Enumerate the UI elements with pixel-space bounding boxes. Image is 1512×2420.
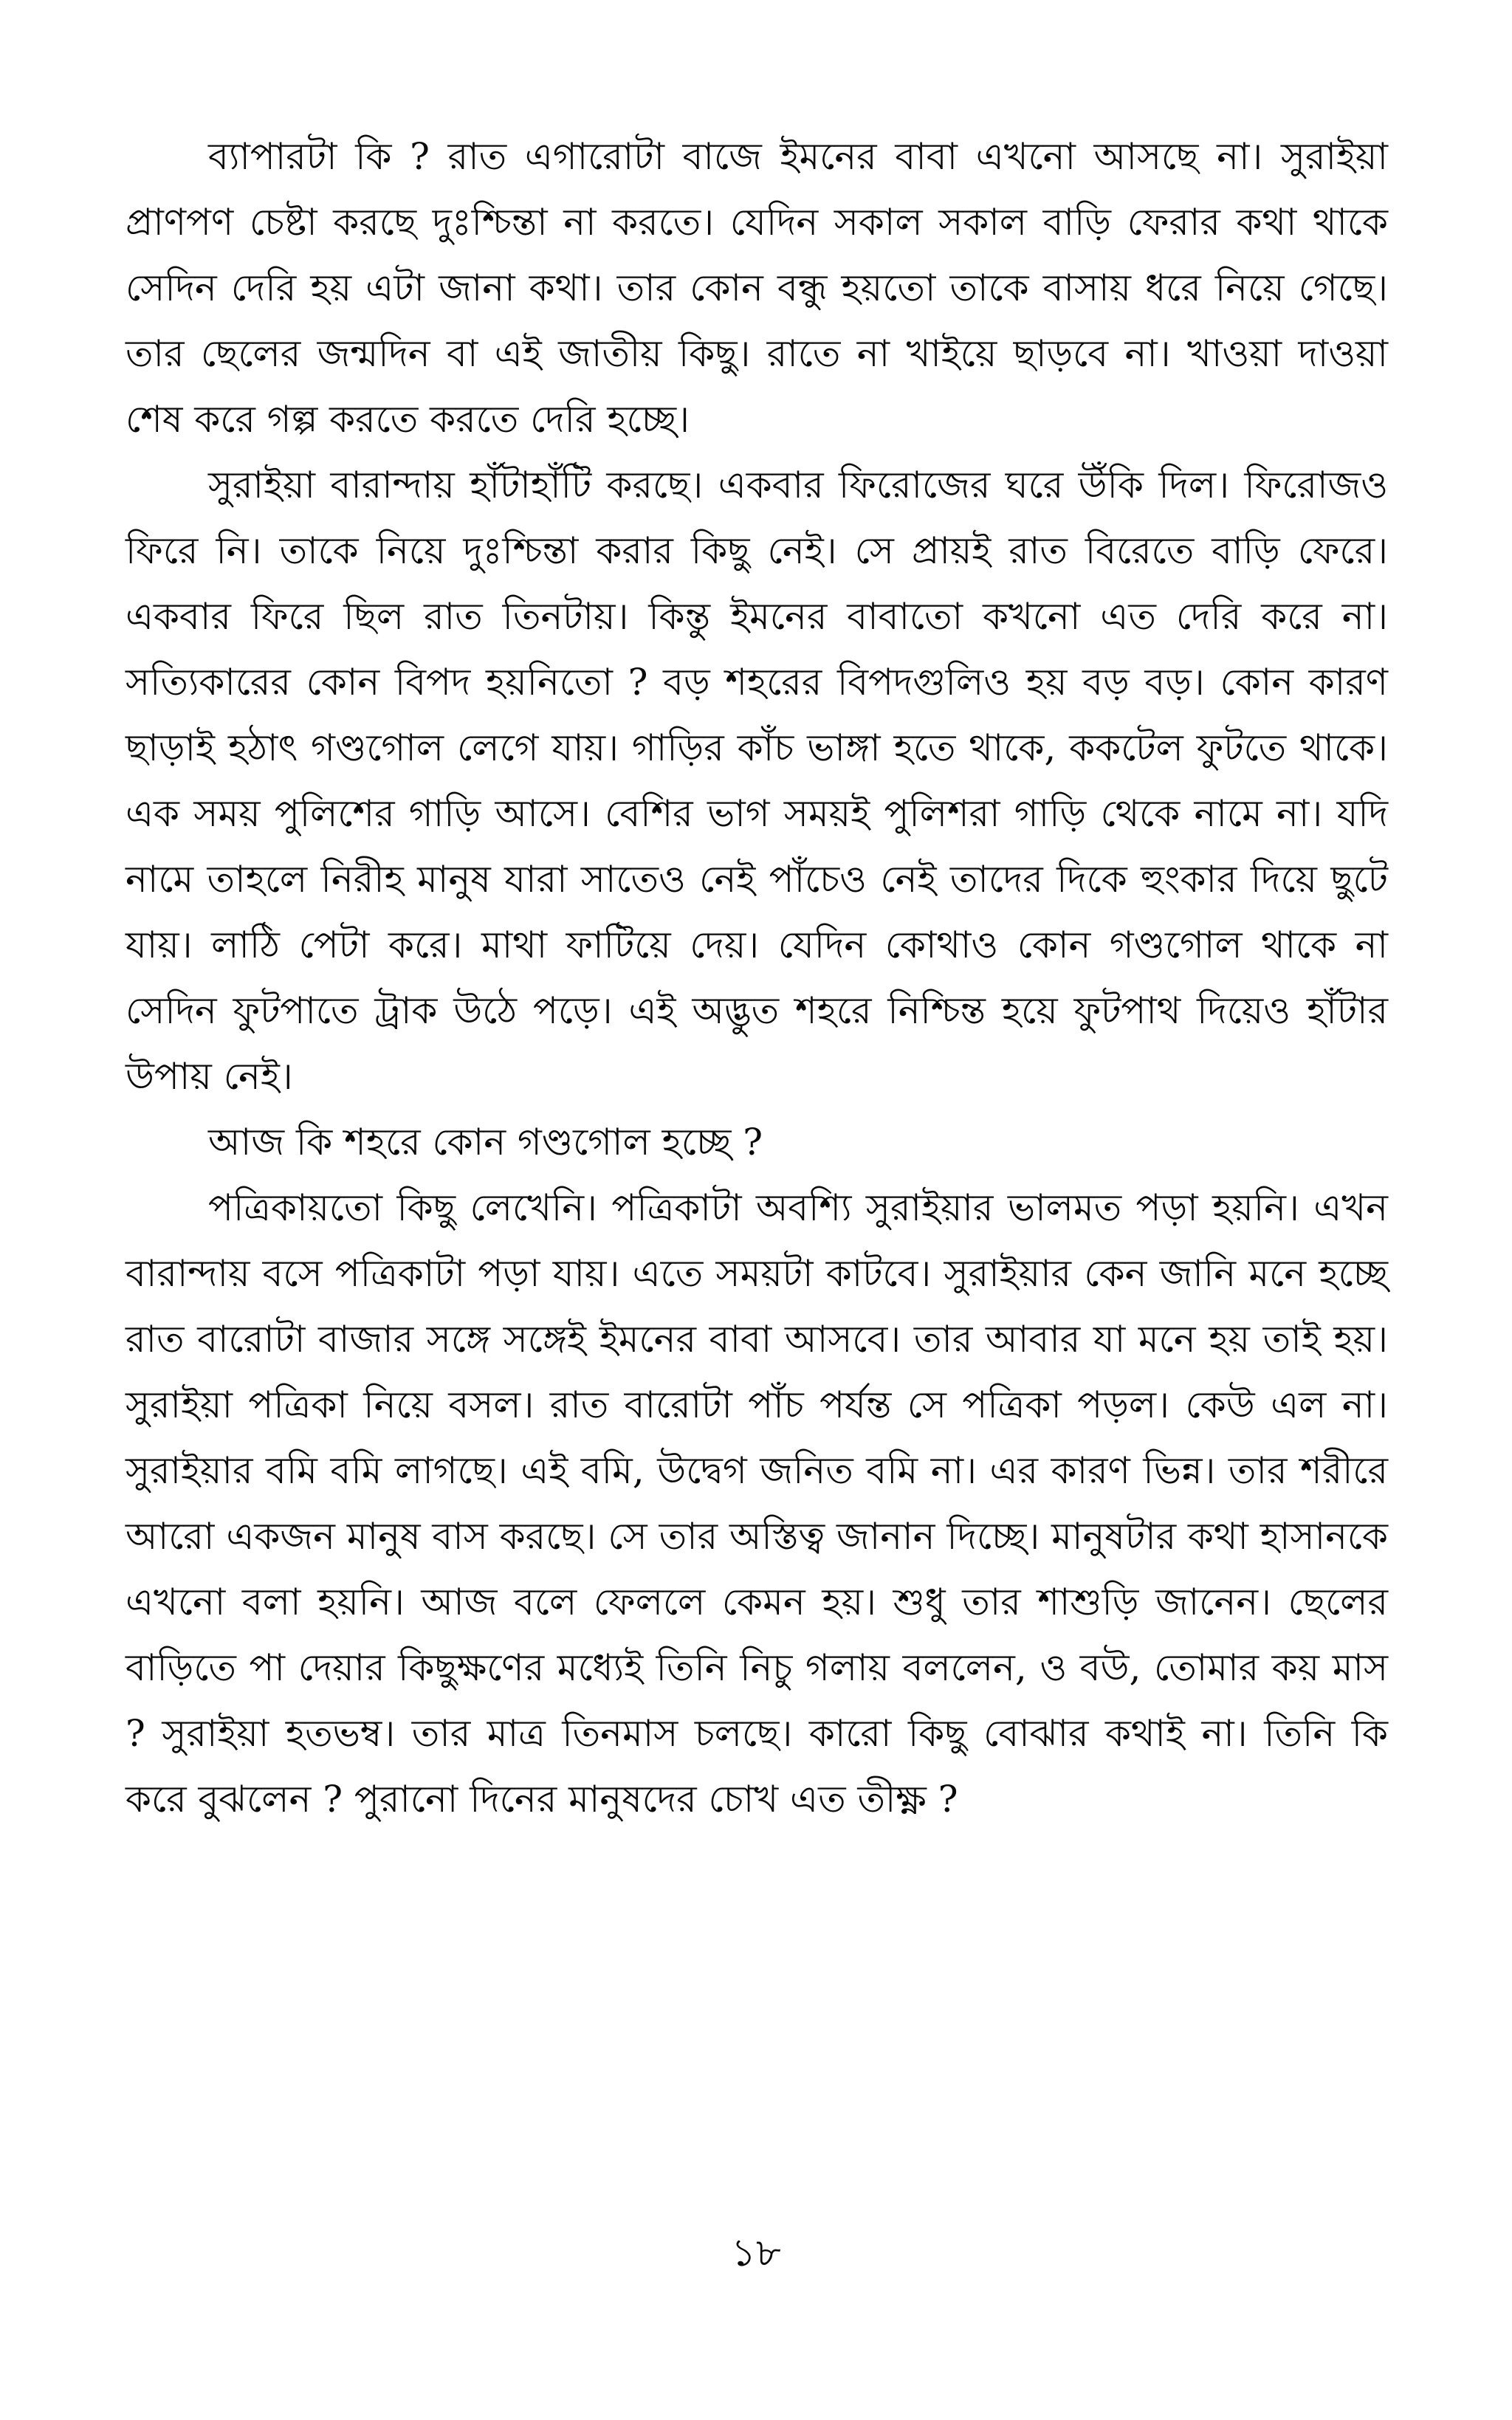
paragraph-2: সুরাইয়া বারান্দায় হাঁটাহাঁটি করছে। একবার ফিরোজের ঘরে উঁকি দিল। ফিরোজও ফিরে নি। তাকে নিয়ে দুঃশ্চিন্তা করার কিছু নেই। সে প্রায়ই রাত বিরেতে বাড়ি ফেরে। একবার ফিরে ছিল রাত তিনটায়। কিন্তু ইমনের বাবাতো কখনো এত দেরি করে না। সত্যিকারের কোন বিপদ হয়নিতো ? বড় শহরের বিপদগুলিও হয় বড় বড়। কোন কারণ ছাড়াই হঠাৎ গণ্ডগোল লেগে যায়। গাড়ির কাঁচ ভাঙ্গা হতে থাকে, ককটেল ফুটতে থাকে। এক সময় পুলিশের গাড়ি আসে। বেশির ভাগ সময়ই পুলিশরা গাড়ি থেকে নামে না। যদি নামে তাহলে নিরীহ মানুষ যারা সাতেও নেই পাঁচেও নেই তাদের দিকে হুংকার দিয়ে ছুটে যায়। লাঠি পেটা করে। মাথা ফাটিয়ে দেয়। যেদিন কোথাও কোন গণ্ডগোল থাকে না সেদিন ফুটপাতে ট্রাক উঠে পড়ে। এই অদ্ভুত শহরে নিশ্চিন্ত হয়ে ফুটপাথ দিয়েও হাঁটার উপায় নেই। [126,464,1388,1098]
paragraph-4: পত্রিকায়তো কিছু লেখেনি। পত্রিকাটা অবশ্যি সুরাইয়ার ভালমত পড়া হয়নি। এখন বারান্দায় বসে পত্রিকাটা পড়া যায়। এতে সময়টা কাটবে। সুরাইয়ার কেন জানি মনে হচ্ছে রাত বারোটা বাজার সঙ্গে সঙ্গেই ইমনের বাবা আসবে। তার আবার যা মনে হয় তাই হয়। সুরাইয়া পত্রিকা নিয়ে বসল। রাত বারোটা পাঁচ পর্যন্ত সে পত্রিকা পড়ল। কেউ এল না। সুরাইয়ার বমি বমি লাগছে। এই বমি, উদ্বেগ জনিত বমি না। এর কারণ ভিন্ন। তার শরীরে আরো একজন মানুষ বাস করছে। সে তার অস্তিত্ব জানান দিচ্ছে। মানুষটার কথা হাসানকে এখনো বলা হয়নি। আজ বলে ফেললে কেমন হয়। শুধু তার শাশুড়ি জানেন। ছেলের বাড়িতে পা দেয়ার কিছুক্ষণের মধ্যেই তিনি নিচু গলায় বললেন, ও বউ, তোমার কয় মাস ? সুরাইয়া হতভম্ব। তার মাত্র তিনমাস চলছে। কারো কিছু বোঝার কথাই না। তিনি কি করে বুঝলেন ? পুরানো দিনের মানুষদের চোখ এত তীক্ষ্ণ ? [126,1186,1388,1821]
paragraph-1: ব্যাপারটা কি ? রাত এগারোটা বাজে ইমনের বাবা এখনো আসছে না। সুরাইয়া প্রাণপণ চেষ্টা করছে দুঃশ্চিন্তা না করতে। যেদিন সকাল সকাল বাড়ি ফেরার কথা থাকে সেদিন দেরি হয় এটা জানা কথা। তার কোন বন্ধু হয়তো তাকে বাসায় ধরে নিয়ে গেছে। তার ছেলের জন্মদিন বা এই জাতীয় কিছু। রাতে না খাইয়ে ছাড়বে না। খাওয়া দাওয়া শেষ করে গল্প করতে করতে দেরি হচ্ছে। [126,135,1388,441]
page-number: ১৮ [731,2231,781,2275]
paragraph-3: আজ কি শহরে কোন গণ্ডগোল হচ্ছে ? [208,1121,763,1163]
page-body [126,124,1388,1832]
